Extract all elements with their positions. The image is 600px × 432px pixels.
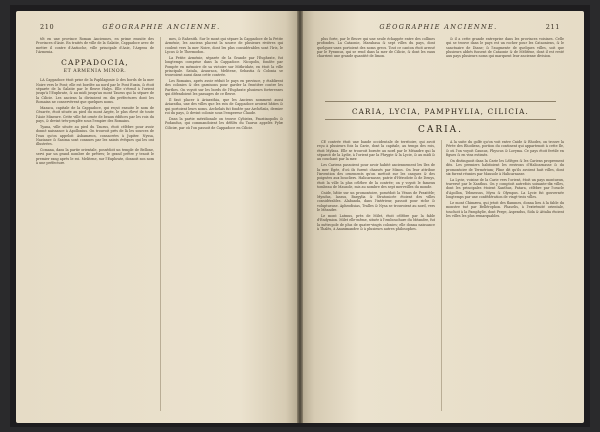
right-column-a bbox=[317, 140, 435, 411]
left-column-a bbox=[36, 37, 154, 411]
section-heading-caria-lycia: CARIA, LYCIA, PAMPHYLIA, CILICIA. bbox=[351, 107, 530, 116]
paragraph: Mazaca, capitale de la Cappadoce, qui reçut ensuite le nom de Césarée, étoit située au pied du mont Argée, le plus élevé de toute l'Asie Mineure. Cette ville fut ornée de beaux édifices par les rois du pays, & devint très-peuplée sous l'empire des Romains. bbox=[36, 105, 154, 123]
left-page bbox=[16, 11, 297, 423]
right-column-b bbox=[446, 140, 564, 411]
paragraph: Dans la partie méridionale on trouve Cybistra, Faustinopolis & Podandus, qui commandoient les défilés du Taurus appelés Pylæ Ciliciæ, par où l'on passoit de Cappadoce en Cilicie. bbox=[165, 116, 283, 130]
section-heading-cappadocia: CAPPADOCIA, bbox=[61, 58, 129, 68]
book-spread bbox=[10, 5, 590, 427]
paragraph: plus forte, par le fleuve qui une seule échappée entre des collines profondes. La Cataonie, Marabasa & sept villes du pays, dont quelques-unes portoient des noms grecs. Tout ce canton étoit arrosé par le Pyramus, qui se rend dans la mer de Cilicie, & dont les eaux charrient une grande quantité de limon. bbox=[317, 37, 435, 59]
right-top-column-a bbox=[317, 37, 435, 97]
right-column-divider bbox=[441, 140, 442, 411]
section-subheading-caria: CARIA. bbox=[417, 125, 464, 135]
paragraph: La Lycie, voisine de la Carie vers l'orient, étoit un pays montueux, traversé par le Xanthus. On y comptoit autrefois soixante-dix villes, dont les principales étoient Xanthus, Patara, célèbre par l'oracle d'Apollon, Telmessus, Myra & Olympus. La Lycie fut gouvernée longtemps par une confédération de vingt-trois villes. bbox=[446, 177, 564, 200]
paragraph: mes, & Rahesith. Sur le mont qui sépare la Cappadoce de la Petite Arménie, les anciens placent la source de plusieurs rivières qui coulent vers la mer Noire, dont les plus considérables sont l'Iris, le Lycus & le Thermodon. bbox=[165, 37, 283, 55]
right-running-header bbox=[317, 23, 560, 33]
paragraph: Le mont Latmus, près de Milet, étoit célèbre par la fable d'Endymion. Milet elle-même, située à l'embouchure du Méandre, fut la métropole de plus de quatre-vingts colonies; elle donna naissance à Thalès, à Anaximandre & à plusieurs autres philosophes. bbox=[317, 214, 435, 232]
right-running-title: GÉOGRAPHIE ANCIENNE. bbox=[379, 23, 498, 31]
paragraph: LA Cappadoce étoit prise de la Paphlagonie & des bords de la mer Noire vers le Pont; elle est bordée au nord par le Pont Euxin, & étoit séparée de la Galatie par le fleuve Halys. Elle s'étend à l'orient jusqu'à l'Euphrate, & au midi jusqu'au mont Taurus qui la sépare de la Cilicie. Les anciens la divisoient en dix préfectures dont les Romains ne conservèrent que quelques noms. bbox=[36, 78, 154, 105]
left-columns bbox=[36, 37, 283, 411]
section-subheading-armenia: ET ARMENIA MINOR. bbox=[63, 69, 127, 75]
left-column-b bbox=[165, 37, 283, 411]
paragraph: Comana, dans la partie orientale, possédoit un temple de Bellone, servi par un grand nombre de prêtres; le grand prêtre y tenoit le premier rang après le roi. Melitene, sur l'Euphrate, donnoit son nom à une préfecture. bbox=[36, 148, 154, 166]
right-top-column-b bbox=[446, 37, 564, 97]
right-columns bbox=[317, 37, 564, 411]
left-column-divider bbox=[160, 37, 161, 411]
left-page-number: 210 bbox=[40, 23, 55, 31]
paragraph: Il faut placer à Ariarathia, que les Anciens nomment aussi Ariaratha, une des villes que les rois de Cappadoce avoient bâties & qui portoient leurs noms. Archelaïs fut fondée par Archélaüs, dernier roi du pays, & devint colonie sous l'empereur Claude. bbox=[165, 97, 283, 115]
left-intro-text: tôt en une province Roman Anciennes, en prime ensuite des Provinces d'Asie. En traités de ville de la Galatie, Cappadoce avec de mettre il contre d'Antioche, ville principale d'Asie, l'Argens de l'Armenia. bbox=[36, 37, 154, 55]
paragraph: Les Romains, après avoir réduit le pays en province, y établirent des colonies & des garnisons pour garder la frontière contre les Parthes. On voyoit sur les bords de l'Euphrate plusieurs forteresses qui défendoient les passages de ce fleuve. bbox=[165, 79, 283, 97]
section-rule-top bbox=[325, 101, 556, 102]
paragraph: La Petite Arménie, séparée de la Grande par l'Euphrate, fut longtemps comprise dans la Cappadoce. Nicopolis, fondée par Pompée en mémoire de sa victoire sur Mithridate, en étoit la ville principale. Satala, Arauraca, Melitene, Sebastia & Colonia se trouvoient aussi dans cette contrée. bbox=[165, 55, 283, 78]
paragraph: Le mont Chimæra, qui jetoit des flammes, donna lieu à la fable du monstre tué par Bellérophon. Phaselis, à l'extrémité orientale, touchoit à la Pamphylie, dont Perge, Aspendus, Sida & Attalia étoient les villes les plus remarquables. bbox=[446, 200, 564, 218]
paragraph: On distinguoit dans la Carie les Lélèges & les Cariens proprement dits. Les premiers habitoient les environs d'Halicarnasse & du promontoire de Termérium; Pline dit qu'ils avoient huit villes, dont six furent réunies par Mausole à Halicarnasse. bbox=[446, 158, 564, 176]
paragraph: A la suite du golfe qu'on voit entre Cnide & Rhodes, on trouve la Pérée des Rhodiens, portion du continent qui appartenoit à cette île, & où l'on voyoit Caunus, Physcus & Loryma. Ce pays étoit fertile en figues & en vins estimés. bbox=[446, 140, 564, 158]
section-rule-bottom bbox=[325, 119, 556, 120]
paragraph: Tyana, ville située au pied du Taurus, étoit célèbre pour avoir donné naissance à Apollonius. On trouvoit près de là les sources de l'eau qu'on appeloit Asbamæon, consacrées à Jupiter. Nyssa, Nazianze & Sasima sont connues par les saints évêques qui les ont illustrées. bbox=[36, 124, 154, 147]
right-page bbox=[303, 11, 584, 423]
paragraph: Les Cariens passoient pour avoir habité anciennement les îles de la mer Égée, d'où ils furent chassés par Minos. On leur attribue l'invention des ornements qu'on mettoit sur les casques & des poignées aux boucliers. Halicarnasse, patrie d'Hérodote & de Denys, étoit la ville la plus célèbre de la contrée; on y voyoit le fameux tombeau de Mausole, mis au nombre des sept merveilles du monde. bbox=[317, 163, 435, 189]
paragraph: CE contrée étoit une bande occidentale de territoire, qui avoit reçu à plusieurs fois la Carie, dont la capitale, au temps des rois, étoit Mylasa. Elle se trouvoit bornée au nord par le Méandre qui la séparoit de la Lydie, à l'orient par la Phrygie & la Lycie, & au midi & au couchant par la mer. bbox=[317, 140, 435, 162]
left-running-title: GÉOGRAPHIE ANCIENNE. bbox=[102, 23, 221, 31]
right-page-number: 211 bbox=[545, 23, 560, 31]
paragraph: Cnide, bâtie sur un promontoire, possédoit la Vénus de Praxitèle; Myndus, Iassus, Bargylia & Stratonicée étoient des villes considérables. Alabanda, dans l'intérieur, passoit pour riche & voluptueuse. Aphrodisias, Tralles & Nysa se trouvoient au nord, vers le Méandre. bbox=[317, 190, 435, 213]
paragraph: & il a cette grande entreprise dans les provinces voisines. Celle qui se trouve dans le pays est un rocher pour les Cataoniens, & le sanctuaire de Diane; & l'augmente de quelques villes, soit que plusieurs abbés fussent de Cataonie & de Mélitène, dont il est resté aux pays plusieurs noms qui marquent leur ancienne division. bbox=[446, 37, 564, 59]
left-running-header bbox=[40, 23, 283, 33]
